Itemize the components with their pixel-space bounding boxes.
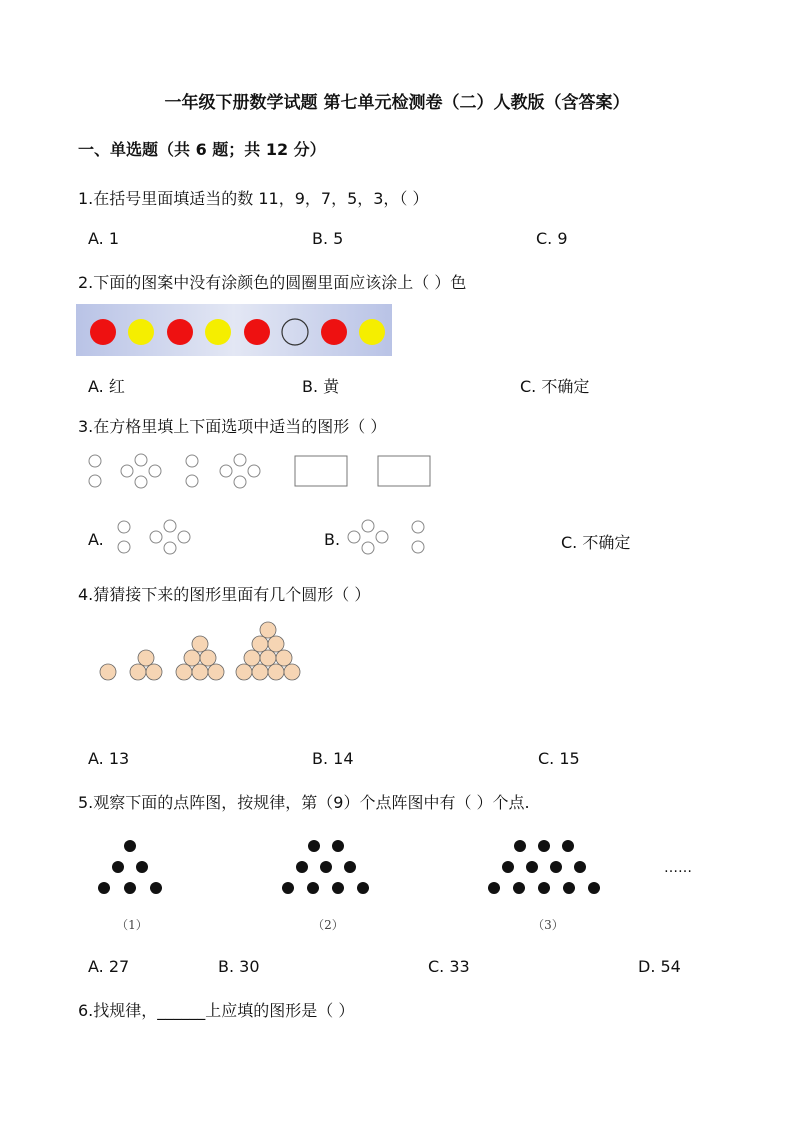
circle-yellow-1	[128, 319, 154, 345]
q5-option-d[interactable]: D. 54	[638, 957, 681, 976]
q5-ellipsis: ……	[664, 860, 692, 876]
question-3-text: 3.在方格里填上下面选项中适当的图形（ ）	[78, 417, 387, 436]
q5-dot-arrays	[80, 830, 705, 940]
q5-option-c[interactable]: C. 33	[428, 957, 470, 976]
q5-label-1: （1）	[116, 918, 148, 932]
question-2-text: 2.下面的图案中没有涂颜色的圆圈里面应该涂上（ ）色	[78, 273, 467, 292]
q1-option-b[interactable]: B. 5	[312, 229, 344, 248]
q5-label-2: （2）	[312, 918, 344, 932]
question-1-text: 1.在括号里面填适当的数 11，9，7，5，3，（ ）	[78, 189, 429, 208]
circle-yellow-3	[359, 319, 385, 345]
question-5-text: 5.观察下面的点阵图，按规律，第（9）个点阵图中有（ ）个点.	[78, 793, 530, 812]
circle-yellow-2	[205, 319, 231, 345]
q4-triangle-sequence	[96, 620, 306, 686]
q2-option-b[interactable]: B. 黄	[302, 377, 340, 396]
blank-box-1	[295, 456, 347, 486]
q5-option-a[interactable]: A. 27	[88, 957, 130, 976]
blank-box-2	[378, 456, 430, 486]
q2-option-c[interactable]: C. 不确定	[520, 377, 590, 396]
q5-option-b[interactable]: B. 30	[218, 957, 260, 976]
circle-red-2	[167, 319, 193, 345]
circle-red-1	[90, 319, 116, 345]
q3-option-b-figure	[344, 518, 430, 556]
circle-red-3	[244, 319, 270, 345]
question-4-text: 4.猜猜接下来的图形里面有几个圆形（ ）	[78, 585, 371, 604]
page-title: 一年级下册数学试题 第七单元检测卷（二）人教版（含答案）	[164, 93, 630, 113]
section-heading: 一、单选题（共 6 题；共 12 分）	[78, 140, 326, 159]
q3-shape-sequence	[80, 450, 440, 494]
q2-color-pattern	[76, 304, 392, 356]
q3-option-b[interactable]: B.	[324, 530, 341, 549]
q4-option-b[interactable]: B. 14	[312, 749, 354, 768]
q2-option-a[interactable]: A. 红	[88, 377, 125, 396]
q3-option-a-figure	[112, 518, 194, 556]
q5-label-3: （3）	[532, 918, 564, 932]
q4-option-c[interactable]: C. 15	[538, 749, 580, 768]
q1-option-a[interactable]: A. 1	[88, 229, 120, 248]
q4-option-a[interactable]: A. 13	[88, 749, 130, 768]
circle-red-4	[321, 319, 347, 345]
q3-option-c[interactable]: C. 不确定	[561, 533, 631, 552]
q3-option-a[interactable]: A.	[88, 530, 104, 549]
q1-option-c[interactable]: C. 9	[536, 229, 568, 248]
question-6-text: 6.找规律，______上应填的图形是（ ）	[78, 1001, 355, 1020]
